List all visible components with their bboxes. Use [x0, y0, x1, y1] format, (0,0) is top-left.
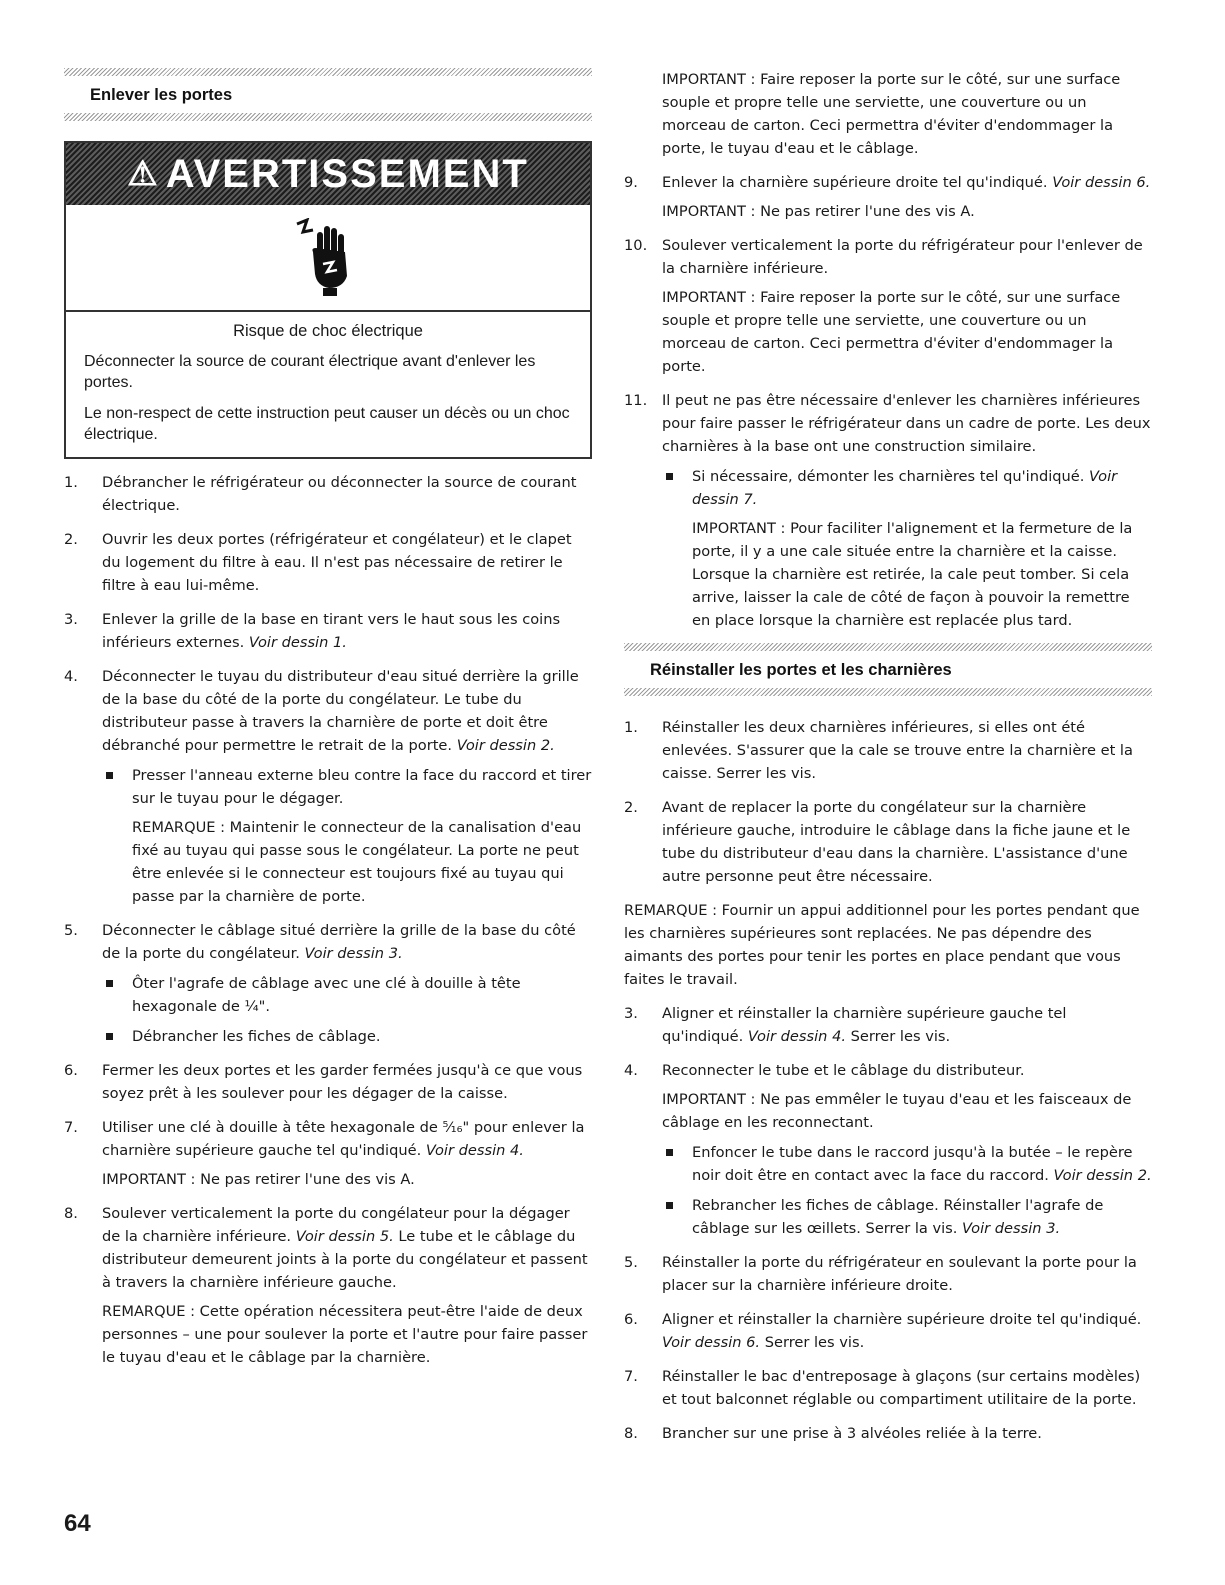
step-number: 1. — [624, 719, 638, 736]
step-5 — [64, 919, 592, 1048]
important-note — [662, 200, 1152, 223]
step-3 — [64, 608, 592, 654]
section-title: Enlever les portes — [90, 86, 233, 104]
step-number: 5. — [64, 922, 78, 939]
note-label: REMARQUE : — [624, 902, 718, 919]
page-number: 64 — [64, 1510, 91, 1537]
note-label: IMPORTANT : — [662, 1091, 756, 1108]
step-number: 5. — [624, 1254, 638, 1271]
drawing-reference: Voir dessin 6. — [662, 1334, 761, 1351]
note-text: Faire reposer la porte sur le côté, sur une surface souple et propre telle une serviette, une couverture ou un morceau de carton. Ceci permettra d'éviter d'endommager la porte, le tuyau d'eau et le câblage. — [662, 71, 1121, 157]
drawing-reference: Voir dessin 6. — [1052, 174, 1151, 191]
important-note — [692, 517, 1152, 632]
step-text: Enlever la charnière supérieure droite tel qu'indiqué. — [662, 174, 1048, 191]
note-label: IMPORTANT : — [662, 289, 756, 306]
step-text-continued: Serrer les vis. — [850, 1028, 951, 1045]
step-text-continued: Serrer les vis. — [764, 1334, 865, 1351]
bullet-item — [102, 764, 592, 908]
step-1 — [64, 471, 592, 517]
step-text: Il peut ne pas être nécessaire d'enlever les charnières inférieures pour faire passer le réfrigérateur dans un cadre de porte. Les deux charnières à la base ont une construction similaire. — [662, 392, 1151, 455]
bullet-square-icon — [106, 980, 113, 987]
step-8 — [64, 1202, 592, 1369]
bullet-text: Enfoncer le tube dans le raccord jusqu'à la butée – le repère noir doit être en contact avec la face du raccord. — [692, 1144, 1133, 1184]
bullet-text: Ôter l'agrafe de câblage avec une clé à douille à tête hexagonale de ¼". — [132, 975, 521, 1015]
important-note — [102, 1168, 592, 1191]
remove-steps — [64, 471, 592, 1369]
warning-banner-text: AVERTISSEMENT — [165, 151, 529, 196]
important-note — [662, 68, 1152, 160]
step-11 — [624, 389, 1152, 632]
step-number: 7. — [624, 1368, 638, 1385]
step-number: 8. — [624, 1425, 638, 1442]
step-9 — [624, 171, 1152, 223]
reinstall-remark — [624, 899, 1152, 991]
step-text: Réinstaller la porte du réfrigérateur en soulevant la porte pour la placer sur la charnière inférieure droite. — [662, 1254, 1137, 1294]
drawing-reference: Voir dessin 1. — [248, 634, 347, 651]
warning-risk: Risque de choc électrique — [233, 322, 423, 340]
important-note — [662, 286, 1152, 378]
step-6 — [64, 1059, 592, 1105]
note-label: REMARQUE : — [132, 819, 226, 836]
header-rule-bottom — [64, 113, 592, 121]
step-text: Brancher sur une prise à 3 alvéoles reliée à la terre. — [662, 1425, 1042, 1442]
step-number: 7. — [64, 1119, 78, 1136]
left-column — [64, 68, 592, 1380]
electric-shock-hand-icon — [293, 218, 363, 298]
step-number: 6. — [64, 1062, 78, 1079]
step-text: Réinstaller le bac d'entreposage à glaçons (sur certains modèles) et tout balconnet réglable ou compartiment utilitaire de la porte. — [662, 1368, 1141, 1408]
section-title: Réinstaller les portes et les charnières — [650, 661, 952, 679]
note-text: Ne pas emmêler le tuyau d'eau et les faisceaux de câblage en les reconnectant. — [662, 1091, 1132, 1131]
drawing-reference: Voir dessin 4. — [425, 1142, 524, 1159]
reinstall-step-2 — [624, 796, 1152, 888]
bullet-item — [662, 1141, 1152, 1187]
note-label: REMARQUE : — [102, 1303, 196, 1320]
step-text: Débrancher le réfrigérateur ou déconnecter la source de courant électrique. — [102, 474, 577, 514]
bullet-square-icon — [106, 772, 113, 779]
step-number: 4. — [624, 1062, 638, 1079]
step-8-continued — [624, 68, 1152, 160]
warning-banner — [66, 143, 590, 205]
step-number: 4. — [64, 668, 78, 685]
bullet-text: Si nécessaire, démonter les charnières tel qu'indiqué. — [692, 468, 1085, 485]
header-rule-top — [64, 68, 592, 76]
drawing-reference: Voir dessin 2. — [1053, 1167, 1152, 1184]
warning-text-2: Le non-respect de cette instruction peut causer un décès ou un choc électrique. — [84, 405, 570, 443]
step-2 — [64, 528, 592, 597]
drawing-reference: Voir dessin 3. — [962, 1220, 1061, 1237]
bullet-square-icon — [106, 1033, 113, 1040]
step-text: Ouvrir les deux portes (réfrigérateur et congélateur) et le clapet du logement du filtre à eau. Il n'est pas nécessaire de retirer le filtre à eau lui-même. — [102, 531, 572, 594]
drawing-reference: Voir dessin 2. — [456, 737, 555, 754]
step-10 — [624, 234, 1152, 378]
step-number: 8. — [64, 1205, 78, 1222]
remove-doors-header — [64, 68, 592, 121]
bullet-item — [662, 1194, 1152, 1240]
drawing-reference: Voir dessin 3. — [304, 945, 403, 962]
step-number: 1. — [64, 474, 78, 491]
step-number: 11. — [624, 392, 648, 409]
reinstall-steps — [624, 716, 1152, 888]
step-number: 9. — [624, 174, 638, 191]
warning-text-1: Déconnecter la source de courant électrique avant d'enlever les portes. — [84, 353, 536, 391]
step-text: Avant de replacer la porte du congélateur sur la charnière inférieure gauche, introduire le câblage dans la fiche jaune et le tube du distributeur d'eau dans la charnière. L'assistance d'une autre personne peut être nécessaire. — [662, 799, 1131, 885]
note-text: Pour faciliter l'alignement et la fermeture de la porte, il y a une cale située entre la charnière et la caisse. Lorsque la charnière est retirée, la cale peut tomber. Si cela arrive, laisser la cale de côté de façon à pouvoir la remettre en place lorsque la charnière est replacée plus tard. — [692, 520, 1133, 629]
step-text: Utiliser une clé à douille à tête hexagonale de ⁵⁄₁₆" pour enlever la charnière supérieure gauche tel qu'indiqué. — [102, 1119, 585, 1159]
bullet-square-icon — [666, 1202, 673, 1209]
step-text: Fermer les deux portes et les garder fermées jusqu'à ce que vous soyez prêt à les soulever pour les dégager de la caisse. — [102, 1062, 583, 1102]
bullet-item — [662, 465, 1152, 632]
bullet-text: Débrancher les fiches de câblage. — [132, 1028, 381, 1045]
bullet-item — [102, 1025, 592, 1048]
step-text: Aligner et réinstaller la charnière supérieure gauche tel qu'indiqué. — [662, 1005, 1067, 1045]
note-text: Maintenir le connecteur de la canalisation d'eau fixé au tuyau qui passe sous le congélateur. La porte ne peut être enlevée si le connecteur est toujours fixé au tuyau qui passe par la charnière de porte. — [132, 819, 582, 905]
step-text: Déconnecter le câblage situé derrière la grille de la base du côté de la porte du congélateur. — [102, 922, 576, 962]
header-rule-top — [624, 643, 1152, 651]
remark-note — [132, 816, 592, 908]
step-text: Enlever la grille de la base en tirant vers le haut sous les coins inférieurs externes. — [102, 611, 561, 651]
note-text: Ne pas retirer l'une des vis A. — [760, 203, 975, 220]
reinstall-step-6 — [624, 1308, 1152, 1354]
reinstall-step-1 — [624, 716, 1152, 785]
bullet-item — [102, 972, 592, 1018]
step-text: Réinstaller les deux charnières inférieures, si elles ont été enlevées. S'assurer que la cale se trouve entre la charnière et la caisse. Serrer les vis. — [662, 719, 1133, 782]
step-number: 2. — [624, 799, 638, 816]
reinstall-header — [624, 643, 1152, 696]
header-rule-bottom — [624, 688, 1152, 696]
note-label: IMPORTANT : — [102, 1171, 196, 1188]
reinstall-step-3 — [624, 1002, 1152, 1048]
step-4 — [64, 665, 592, 908]
step-text: Soulever verticalement la porte du congélateur pour la dégager de la charnière inférieure. — [102, 1205, 570, 1245]
step-number: 6. — [624, 1311, 638, 1328]
note-label: IMPORTANT : — [662, 203, 756, 220]
reinstall-steps-continued — [624, 1002, 1152, 1445]
note-text: Cette opération nécessitera peut-être l'aide de deux personnes – une pour soulever la porte et l'autre pour faire passer le tuyau d'eau et le câblage par la charnière. — [102, 1303, 588, 1366]
step-number: 2. — [64, 531, 78, 548]
step-number: 3. — [64, 611, 78, 628]
note-text: Fournir un appui additionnel pour les portes pendant que les charnières supérieures sont replacées. Ne pas dépendre des aimants des portes pour tenir les portes en place pendant que vous faites le travail. — [624, 902, 1140, 988]
reinstall-step-5 — [624, 1251, 1152, 1297]
step-number: 10. — [624, 237, 648, 254]
remark-note — [102, 1300, 592, 1369]
drawing-reference: Voir dessin 5. — [295, 1228, 394, 1245]
step-text-continued: Le tube et le câblage du distributeur demeurent joints à la porte du congélateur et passent à travers la charnière inférieure gauche. — [102, 1228, 588, 1291]
note-label: IMPORTANT : — [692, 520, 786, 537]
important-note — [662, 1088, 1152, 1134]
step-text: Déconnecter le tuyau du distributeur d'eau situé derrière la grille de la base du côté de la porte du congélateur. Le tube du distributeur passe à travers la charnière de porte et doit être débranché pour permettre le retrait de la porte. — [102, 668, 579, 754]
reinstall-step-7 — [624, 1365, 1152, 1411]
note-text: Ne pas retirer l'une des vis A. — [200, 1171, 415, 1188]
bullet-square-icon — [666, 473, 673, 480]
drawing-reference: Voir dessin 7. — [692, 468, 1118, 508]
bullet-text: Presser l'anneau externe bleu contre la face du raccord et tirer sur le tuyau pour le dégager. — [132, 767, 592, 807]
step-text: Soulever verticalement la porte du réfrigérateur pour l'enlever de la charnière inférieure. — [662, 237, 1143, 277]
warning-triangle-icon: ⚠ — [127, 155, 160, 193]
step-number: 3. — [624, 1005, 638, 1022]
step-text: Aligner et réinstaller la charnière supérieure droite tel qu'indiqué. — [662, 1311, 1142, 1328]
reinstall-step-8 — [624, 1422, 1152, 1445]
reinstall-step-4 — [624, 1059, 1152, 1240]
right-column — [624, 68, 1152, 1456]
bullet-text: Rebrancher les fiches de câblage. Réinstaller l'agrafe de câblage sur les œillets. Serrer la vis. — [692, 1197, 1104, 1237]
step-7 — [64, 1116, 592, 1191]
remove-steps-continued — [624, 171, 1152, 632]
note-text: Faire reposer la porte sur le côté, sur une surface souple et propre telle une serviette, une couverture ou un morceau de carton. Ceci permettra d'éviter d'endommager la porte. — [662, 289, 1121, 375]
step-text: Reconnecter le tube et le câblage du distributeur. — [662, 1062, 1025, 1079]
bullet-square-icon — [666, 1149, 673, 1156]
note-label: IMPORTANT : — [662, 71, 756, 88]
warning-box — [64, 141, 592, 459]
drawing-reference: Voir dessin 4. — [747, 1028, 846, 1045]
